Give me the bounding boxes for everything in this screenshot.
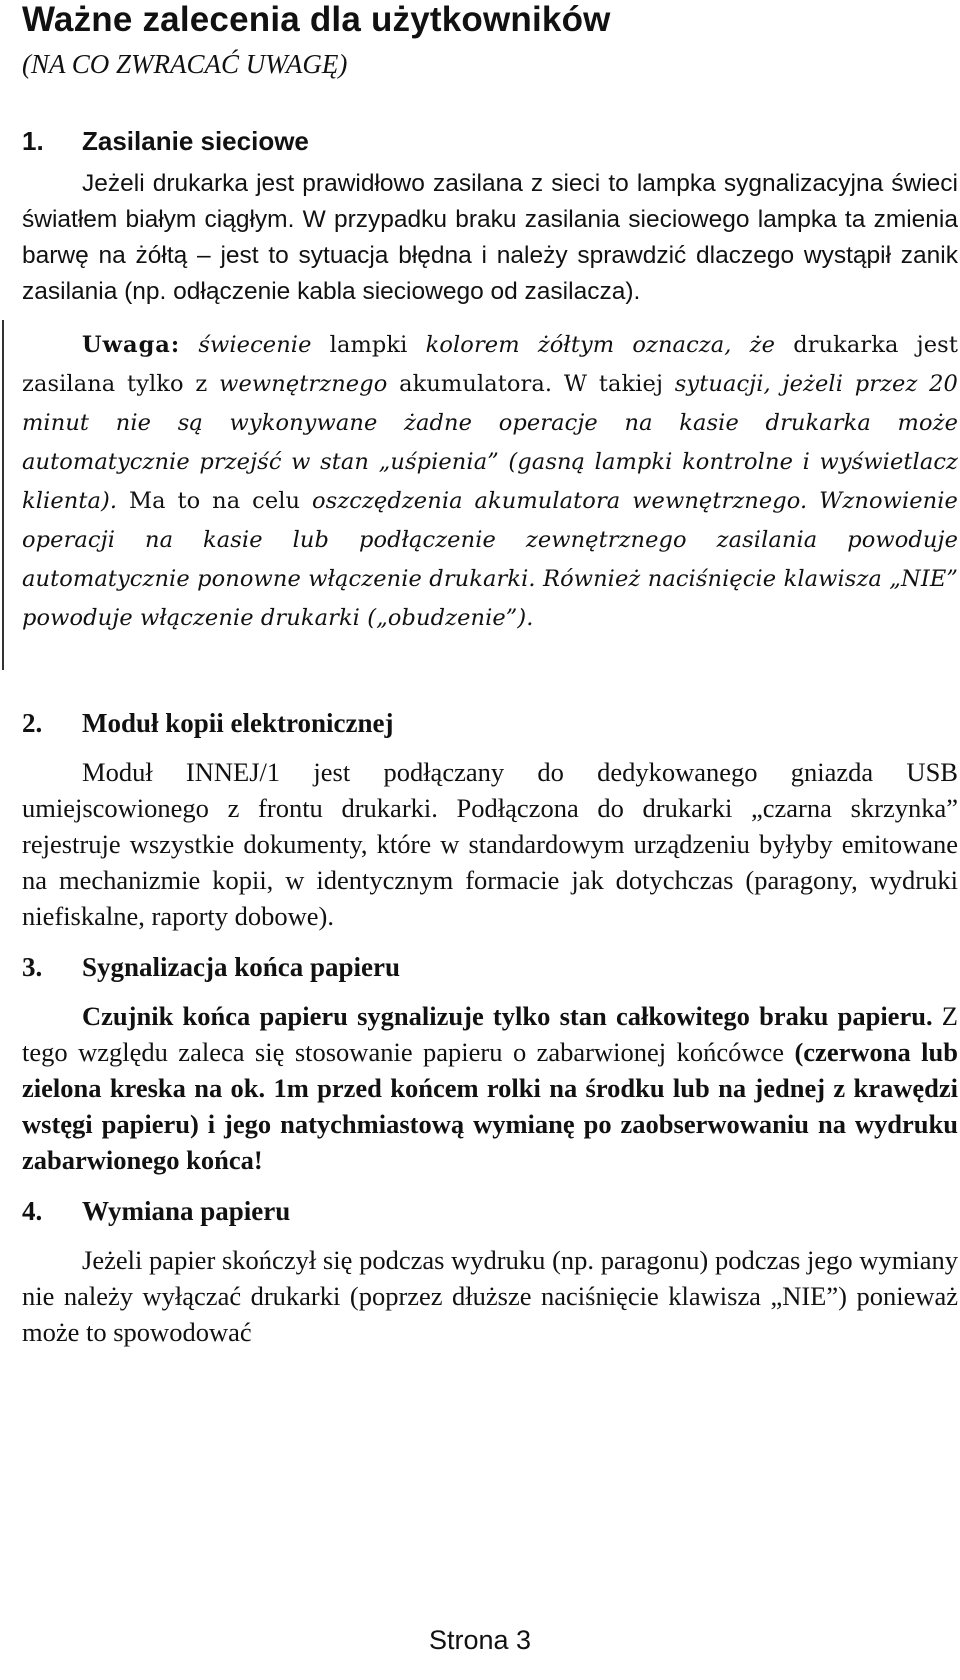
note-text-13: „obudzenie”). — [376, 605, 534, 631]
section-3-number: 3. — [22, 952, 43, 982]
section-2-number: 2. — [22, 708, 43, 738]
note-text-3: kolorem żółtym oznacza, że — [425, 332, 776, 358]
note-text-8: Ma to na celu — [129, 488, 301, 514]
note-text-10: Wznowienie operacji na kasie lub podłączenie zewnętrznego zasilania powoduje automatycznie ponowne włączenie drukarki. — [22, 488, 958, 592]
section-4-paragraph: Jeżeli papier skończył się podczas wydruku (np. paragonu) podczas jego wymiany nie należy wyłączać drukarki (poprzez dłuższe naciśnięcie klawisza „NIE”) ponieważ może to spowodować — [22, 1245, 958, 1347]
note-text-5: wewnętrznego — [219, 371, 388, 397]
section-4-title: Wymiana papieru — [82, 1196, 291, 1226]
section-1-number: 1. — [22, 126, 44, 156]
change-bar — [2, 320, 4, 670]
section-4-number: 4. — [22, 1196, 43, 1226]
note-text-12: naciśnięcie klawisza „NIE” powoduje włączenie drukarki ( — [22, 566, 958, 631]
note-text-4: drukarka jest zasilana tylko z — [22, 332, 958, 397]
section-2-paragraph: Moduł INNEJ/1 jest podłączany do dedykowanego gniazda USB umiejscowionego z frontu drukarki. Podłączona do drukarki „czarna skrzynka” rejestruje wszystkie dokumenty, które w standardowym urządzeniu byłyby emitowane na mechanizmie kopii, w identycznym formacie jak dotychczas (paragony, wydruki niefiskalne, raporty dobowe). — [22, 757, 958, 931]
note-box — [22, 326, 958, 638]
section-3-text: Z tego względu zaleca się stosowanie papieru o zabarwionej końcówce — [22, 1001, 958, 1067]
section-1-heading — [22, 124, 958, 158]
page-title: Ważne zalecenia dla użytkowników — [22, 0, 611, 39]
section-4-heading — [22, 1194, 958, 1228]
note-text-6: akumulatora. W takiej — [399, 371, 664, 397]
section-1-paragraph: Jeżeli drukarka jest prawidłowo zasilana z sieci to lampka sygnalizacyjna świeci światłem białym ciągłym. W przypadku braku zasilania sieciowego lampka ta zmienia barwę na żółtą – jest to sytuacja błędna i należy sprawdzić dlaczego wystąpił zanik zasilania (np. odłączenie kabla sieciowego od zasilacza). — [22, 170, 958, 305]
note-text-1: świecenie — [198, 332, 312, 358]
note-text-11: Również — [543, 566, 641, 592]
note-text-7: sytuacji, jeżeli przez 20 minut nie są wykonywane żadne operacje na kasie drukarka może automatycznie przejść w stan „uśpienia” (gasną lampki kontrolne i wyświetlacz klienta). — [22, 371, 958, 514]
section-3-heading — [22, 950, 958, 984]
note-text-2: lampki — [329, 332, 408, 358]
section-3-bold-2: (czerwona lub zielona kreska na ok. 1m przed końcem rolki na środku lub na jednej z krawędzi wstęgi papieru) i jego natychmiastową wymianę po zaobserwowaniu na wydruku zabarwionego końca! — [22, 1037, 959, 1175]
section-3-paragraph — [22, 998, 958, 1178]
page-subtitle: (NA CO ZWRACAĆ UWAGĘ) — [22, 49, 348, 79]
section-3-bold-1: Czujnik końca papieru sygnalizuje tylko stan całkowitego braku papieru. — [82, 1001, 933, 1031]
document-page — [22, 0, 958, 1680]
page-footer: Strona 3 — [428, 1625, 532, 1655]
section-2-title: Moduł kopii elektronicznej — [82, 708, 394, 738]
note-paragraph — [22, 326, 958, 638]
section-1-title: Zasilanie sieciowe — [82, 126, 309, 156]
note-text-9: oszczędzenia akumulatora wewnętrznego. — [312, 488, 808, 514]
section-2-heading — [22, 706, 958, 740]
note-label: Uwaga: — [82, 332, 181, 358]
section-3-title: Sygnalizacja końca papieru — [82, 952, 401, 982]
